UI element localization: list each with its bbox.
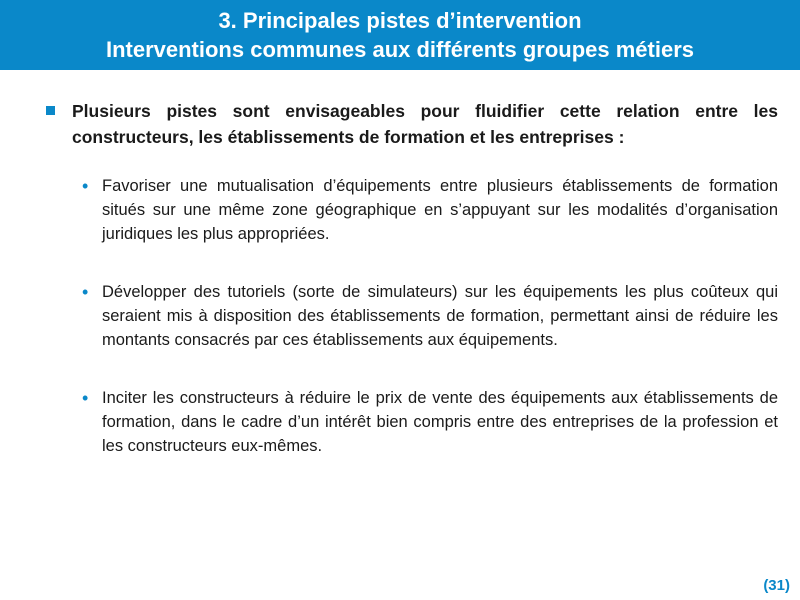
sub-bullet-point <box>44 386 778 458</box>
round-bullet-icon: • <box>82 282 89 302</box>
sub-bullet-text: Développer des tutoriels (sorte de simulateurs) sur les équipements les plus coûteux qui seraient mis à disposition des établissements de formation, permettant ainsi de réduire les montants consacrés par ces établissements aux équipements. <box>102 283 778 349</box>
main-bullet-text: Plusieurs pistes sont envisageables pour fluidifier cette relation entre les constructeurs, les établissements de formation et les entreprises : <box>72 101 778 147</box>
slide-title-line2: Interventions communes aux différents groupes métiers <box>105 37 695 62</box>
sub-bullet-text: Favoriser une mutualisation d’équipements entre plusieurs établissements de formation situés sur une même zone géographique en s’appuyant sur les modalités d’organisation juridiques les plus appropriées. <box>102 177 778 243</box>
main-bullet-point <box>44 98 778 150</box>
square-bullet-icon <box>46 106 55 115</box>
page-number: (31) <box>763 577 790 594</box>
round-bullet-icon: • <box>82 388 89 408</box>
slide-content <box>44 98 778 492</box>
slide-header <box>0 0 800 70</box>
sub-bullet-text: Inciter les constructeurs à réduire le prix de vente des équipements aux établissements de formation, dans le cadre d’un intérêt bien compris entre des entreprises de la profession et les constructeurs eux-mêmes. <box>102 389 778 455</box>
round-bullet-icon: • <box>82 176 89 196</box>
slide-title-line1: 3. Principales pistes d’intervention <box>218 8 582 33</box>
sub-bullet-point <box>44 280 778 352</box>
sub-bullet-list <box>44 174 778 458</box>
sub-bullet-point <box>44 174 778 246</box>
